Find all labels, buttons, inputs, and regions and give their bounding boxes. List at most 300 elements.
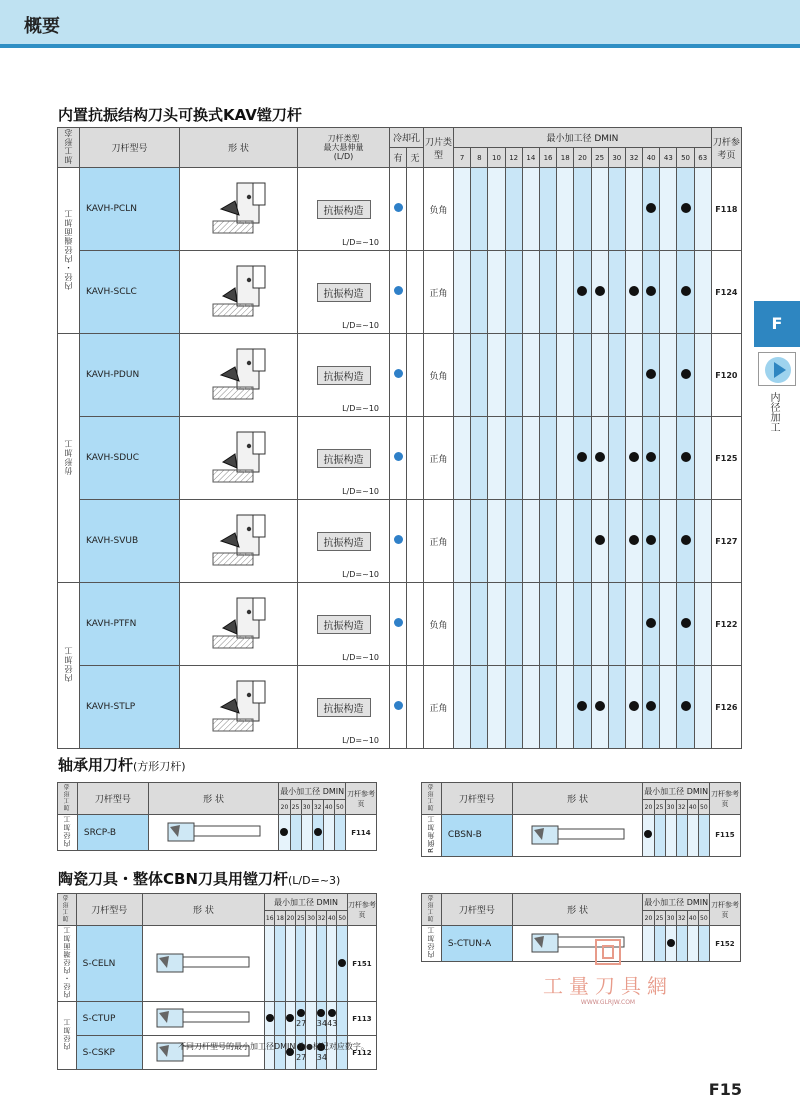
blade-type-cell: 正角 [424, 417, 454, 500]
header-ref: 刀杆参考页 [709, 783, 740, 815]
header-diameter-8: 8 [471, 148, 488, 168]
header-coolant-yes: 有 [390, 148, 407, 168]
dmin-cell-40 [327, 1002, 337, 1036]
dmin-cell-20 [574, 168, 591, 251]
method-group-label: 内径加工 [427, 926, 436, 958]
dmin-cell-20 [574, 417, 591, 500]
dmin-cell-30 [306, 926, 316, 1002]
dmin-cell-25 [296, 1002, 306, 1036]
ld-value: L/D=~10 [342, 404, 379, 413]
coolant-yes-cell [390, 334, 407, 417]
header-diameter-25: 25 [591, 148, 608, 168]
dmin-dot-icon [595, 452, 605, 462]
dmin-dot-icon [629, 535, 639, 545]
header-diameter-32: 32 [676, 911, 687, 926]
header-dmin: 最小加工径 DMIN [279, 783, 345, 800]
header-diameter-50: 50 [677, 148, 694, 168]
header-diameter-40: 40 [687, 911, 698, 926]
type-badge: 抗振构造 [317, 615, 371, 634]
dmin-dot-icon [577, 286, 587, 296]
dmin-cell-50 [677, 168, 694, 251]
dmin-number: 27 [296, 1019, 307, 1028]
method-group-label: 内径・内径端面加工 [64, 208, 73, 290]
dmin-cell-20 [574, 583, 591, 666]
header-row [422, 894, 741, 911]
coolant-yes-cell [390, 417, 407, 500]
dmin-cell-16 [539, 583, 556, 666]
header-diameter-63: 63 [694, 148, 711, 168]
method-group-label: 内径加工 [63, 815, 72, 847]
header-model: 刀杆型号 [441, 894, 512, 926]
header-diameter-20: 20 [643, 800, 654, 815]
side-tab-letter: F [754, 301, 800, 347]
page-number: F15 [708, 1080, 742, 1099]
tool-drawing-icon [209, 677, 269, 735]
dmin-dot-icon [646, 286, 656, 296]
dmin-dot-icon [646, 369, 656, 379]
dmin-cell-50 [677, 334, 694, 417]
dmin-cell-14 [522, 583, 539, 666]
header-diameter-16: 16 [539, 148, 556, 168]
type-cell [298, 334, 390, 417]
header-diameter-32: 32 [625, 148, 642, 168]
method-group-cell [422, 815, 442, 857]
header-row [58, 894, 377, 911]
dmin-dot-icon [595, 535, 605, 545]
dmin-dot-icon [577, 452, 587, 462]
dmin-cell-14 [522, 334, 539, 417]
method-group-cell [58, 815, 78, 851]
header-model: 刀杆型号 [77, 783, 148, 815]
dmin-cell-40 [643, 500, 660, 583]
header-diameter-50: 50 [698, 800, 709, 815]
ref-page-cell[interactable]: F114 [345, 815, 376, 851]
coolant-no-cell [407, 417, 424, 500]
dmin-cell-18 [557, 666, 574, 749]
header-shape: 形 状 [512, 783, 643, 815]
dmin-cell-16 [265, 926, 275, 1002]
dmin-cell-30 [608, 583, 625, 666]
dmin-dot-icon [646, 535, 656, 545]
header-diameter-30: 30 [306, 911, 316, 926]
type-cell [298, 583, 390, 666]
model-cell[interactable]: KAVH-PCLN [80, 168, 180, 251]
dmin-cell-50 [677, 583, 694, 666]
coolant-no-cell [407, 666, 424, 749]
dmin-cell-32 [625, 168, 642, 251]
dmin-cell-43 [660, 417, 677, 500]
coolant-dot-icon [394, 286, 403, 295]
dmin-cell-7 [454, 417, 471, 500]
kav-table [57, 127, 742, 749]
model-cell[interactable]: CBSN-B [441, 815, 512, 857]
dmin-cell-63 [694, 500, 711, 583]
dmin-cell-40 [643, 168, 660, 251]
watermark-logo-icon [594, 938, 622, 966]
bar-drawing-icon [153, 948, 253, 976]
header-shape: 形 状 [148, 783, 279, 815]
dmin-cell-18 [275, 926, 285, 1002]
method-group-label: 仿形加工 [64, 438, 73, 475]
dmin-cell-40 [643, 334, 660, 417]
coolant-dot-icon [394, 369, 403, 378]
header-diameter-12: 12 [505, 148, 522, 168]
dmin-cell-8 [471, 583, 488, 666]
dmin-cell-63 [694, 417, 711, 500]
shape-cell [512, 815, 643, 857]
dmin-cell-50 [677, 417, 694, 500]
model-cell[interactable]: SRCP-B [77, 815, 148, 851]
dmin-cell-32 [316, 926, 326, 1002]
type-badge: 抗振构造 [317, 449, 371, 468]
dmin-cell-50 [698, 926, 709, 962]
dmin-cell-32 [676, 815, 687, 857]
method-group-label: 内径・内径端面加工 [62, 926, 71, 998]
model-cell[interactable]: KAVH-STLP [80, 666, 180, 749]
dmin-cell-30 [608, 500, 625, 583]
type-badge: 抗振构造 [317, 698, 371, 717]
dmin-cell-10 [488, 500, 505, 583]
kav-section-title: 内置抗振结构刀头可换式KAV镗刀杆 [58, 106, 302, 124]
dmin-cell-50 [677, 500, 694, 583]
dmin-cell-43 [660, 334, 677, 417]
header-diameter-32: 32 [676, 800, 687, 815]
dmin-cell-18 [275, 1002, 285, 1036]
dmin-cell-20 [279, 815, 290, 851]
dmin-cell-30 [608, 417, 625, 500]
header-dmin: 最小加工径 DMIN [265, 894, 348, 911]
method-group-cell [58, 168, 80, 334]
dmin-cell-16 [539, 334, 556, 417]
coolant-yes-cell [390, 583, 407, 666]
model-cell[interactable]: KAVH-PTFN [80, 583, 180, 666]
model-cell[interactable]: S-CTUN-A [441, 926, 512, 962]
blade-type-cell: 负角 [424, 583, 454, 666]
coolant-no-cell [407, 334, 424, 417]
ref-page-cell[interactable]: F124 [711, 251, 741, 334]
header-diameter-14: 14 [522, 148, 539, 168]
ld-value: L/D=~10 [342, 736, 379, 745]
dmin-cell-10 [488, 334, 505, 417]
dmin-cell-30 [665, 815, 676, 857]
dmin-cell-16 [265, 1002, 275, 1036]
ref-page-cell[interactable]: F122 [711, 583, 741, 666]
dmin-cell-40 [643, 417, 660, 500]
tool-drawing-icon [209, 594, 269, 652]
table-row [58, 334, 742, 417]
dmin-dot-icon [286, 1014, 294, 1022]
dmin-cell-8 [471, 168, 488, 251]
watermark-text: 工量刀具網 [543, 974, 673, 998]
dmin-dot-icon [328, 1009, 336, 1017]
table-row [58, 1002, 377, 1036]
dmin-cell-32 [625, 500, 642, 583]
dmin-dot-icon [644, 830, 652, 838]
bar-drawing-icon [153, 1003, 253, 1031]
header-row [58, 783, 377, 800]
dmin-cell-40 [687, 926, 698, 962]
coolant-no-cell [407, 500, 424, 583]
header-shape: 形 状 [142, 894, 264, 926]
dmin-cell-40 [643, 251, 660, 334]
ref-page-cell[interactable]: F112 [347, 1036, 376, 1070]
play-icon [758, 352, 796, 386]
dmin-dot-icon [681, 535, 691, 545]
coolant-dot-icon [394, 535, 403, 544]
method-group-cell [58, 583, 80, 749]
header-diameter-40: 40 [643, 148, 660, 168]
shape-cell [180, 583, 298, 666]
dmin-cell-18 [557, 251, 574, 334]
type-badge: 抗振构造 [317, 366, 371, 385]
dmin-number: 34 [316, 1019, 327, 1028]
side-tab-label: 内径加工 [768, 392, 779, 432]
header-model: 刀杆型号 [76, 894, 142, 926]
dmin-cell-50 [337, 926, 347, 1002]
dmin-cell-30 [608, 168, 625, 251]
header-diameter-30: 30 [608, 148, 625, 168]
dmin-cell-20 [285, 926, 295, 1002]
header-diameter-20: 20 [279, 800, 290, 815]
method-group-label: 内径加工 [64, 646, 73, 682]
type-badge: 抗振构造 [317, 200, 371, 219]
dmin-dot-icon [681, 452, 691, 462]
type-badge: 抗振构造 [317, 532, 371, 551]
dmin-dot-icon [681, 618, 691, 628]
coolant-dot-icon [394, 618, 403, 627]
dmin-cell-16 [539, 666, 556, 749]
header-diameter-40: 40 [687, 800, 698, 815]
ref-page-cell[interactable]: F151 [347, 926, 376, 1002]
dmin-cell-50 [677, 666, 694, 749]
model-cell[interactable]: KAVH-PDUN [80, 334, 180, 417]
shape-cell [180, 251, 298, 334]
header-coolant-no: 无 [407, 148, 424, 168]
shape-cell [180, 168, 298, 251]
dmin-cell-50 [698, 815, 709, 857]
ld-value: L/D=~10 [342, 321, 379, 330]
dmin-cell-25 [290, 815, 301, 851]
dmin-cell-16 [539, 168, 556, 251]
dmin-cell-8 [471, 251, 488, 334]
dmin-cell-7 [454, 251, 471, 334]
shape-cell [142, 1002, 264, 1036]
shape-cell [142, 926, 264, 1002]
dmin-dot-icon [595, 286, 605, 296]
type-cell [298, 500, 390, 583]
dmin-dot-icon [280, 828, 288, 836]
header-diameter-25: 25 [654, 911, 665, 926]
dmin-cell-43 [660, 500, 677, 583]
dmin-cell-43 [660, 168, 677, 251]
coolant-dot-icon [394, 452, 403, 461]
table-row [58, 583, 742, 666]
type-badge: 抗振构造 [317, 283, 371, 302]
header-method-label: 加工形态 [63, 783, 71, 811]
dmin-number: 43 [327, 1019, 338, 1028]
ref-page-cell[interactable]: F152 [709, 926, 740, 962]
header-diameter-40: 40 [327, 911, 337, 926]
dmin-dot-icon [595, 701, 605, 711]
model-cell[interactable]: KAVH-SDUC [80, 417, 180, 500]
model-cell[interactable]: S-CELN [76, 926, 142, 1002]
footnote: 不同刀杆型号的最小加工径DMIN 为●标记对应数字。 [178, 1042, 369, 1051]
shape-cell [180, 334, 298, 417]
table-row [58, 251, 742, 334]
dmin-dot-icon [629, 701, 639, 711]
bearing-right-table [421, 782, 741, 857]
header-method-label: 加工形态 [427, 783, 435, 811]
dmin-dot-icon [681, 203, 691, 213]
dmin-cell-63 [694, 334, 711, 417]
header-coolant: 冷却孔 [390, 128, 424, 148]
ld-value: L/D=~10 [342, 238, 379, 247]
dmin-cell-43 [660, 666, 677, 749]
bearing-section-title [58, 754, 186, 775]
dmin-dot-icon [646, 618, 656, 628]
header-ref: 刀杆参考页 [711, 128, 741, 168]
dmin-cell-16 [539, 500, 556, 583]
header-shape: 形 状 [512, 894, 643, 926]
method-group-label: R倒角加工 [427, 815, 436, 853]
dmin-cell-7 [454, 666, 471, 749]
ref-page-cell[interactable]: F113 [347, 1002, 376, 1036]
type-cell [298, 168, 390, 251]
header-diameter-50: 50 [337, 911, 347, 926]
dmin-cell-12 [505, 666, 522, 749]
header-diameter-25: 25 [654, 800, 665, 815]
header-diameter-50: 50 [334, 800, 345, 815]
dmin-cell-8 [471, 417, 488, 500]
dmin-cell-63 [694, 666, 711, 749]
header-diameter-16: 16 [265, 911, 275, 926]
dmin-cell-30 [608, 666, 625, 749]
method-group-cell [58, 334, 80, 583]
method-group-label: 内径加工 [62, 1018, 71, 1050]
model-cell[interactable]: KAVH-SVUB [80, 500, 180, 583]
ceramic-section-title [58, 868, 340, 889]
dmin-dot-icon [266, 1014, 274, 1022]
dmin-cell-12 [505, 334, 522, 417]
header-diameter-40: 40 [323, 800, 334, 815]
blade-type-cell: 正角 [424, 500, 454, 583]
dmin-cell-12 [505, 168, 522, 251]
header-dmin: 最小加工径 DMIN [643, 783, 709, 800]
dmin-cell-14 [522, 168, 539, 251]
bearing-title: 轴承用刀杆 [58, 756, 134, 774]
header-diameter-20: 20 [643, 911, 654, 926]
header-dmin: 最小加工径 DMIN [454, 128, 712, 148]
table-row [58, 417, 742, 500]
dmin-cell-25 [591, 583, 608, 666]
header-diameter-43: 43 [660, 148, 677, 168]
method-group-cell [58, 926, 77, 1002]
ref-page-cell[interactable]: F115 [709, 815, 740, 857]
dmin-cell-12 [505, 500, 522, 583]
model-cell[interactable]: KAVH-SCLC [80, 251, 180, 334]
ref-page-cell[interactable]: F127 [711, 500, 741, 583]
dmin-cell-25 [591, 251, 608, 334]
ref-page-cell[interactable]: F126 [711, 666, 741, 749]
dmin-dot-icon [577, 701, 587, 711]
dmin-dot-icon [629, 452, 639, 462]
dmin-cell-40 [327, 926, 337, 1002]
header-ref: 刀杆参考页 [345, 783, 376, 815]
header-method [422, 783, 442, 815]
dmin-dot-icon [646, 203, 656, 213]
dmin-cell-14 [522, 417, 539, 500]
dmin-cell-7 [454, 583, 471, 666]
dmin-dot-icon [629, 286, 639, 296]
dmin-cell-30 [608, 334, 625, 417]
dmin-cell-63 [694, 168, 711, 251]
dmin-cell-12 [505, 251, 522, 334]
header-model: 刀杆型号 [80, 128, 180, 168]
ref-page-cell[interactable]: F125 [711, 417, 741, 500]
ref-page-cell[interactable]: F118 [711, 168, 741, 251]
dmin-dot-icon [314, 828, 322, 836]
table-row [58, 815, 377, 851]
header-row [422, 783, 741, 800]
bearing-subtitle: (方形刀杆) [133, 760, 186, 773]
method-group-cell [58, 1002, 77, 1070]
page-title: 概要 [24, 16, 60, 37]
dmin-cell-8 [471, 334, 488, 417]
model-cell[interactable]: S-CTUP [76, 1002, 142, 1036]
shape-cell [148, 815, 279, 851]
blade-type-cell: 正角 [424, 666, 454, 749]
dmin-cell-30 [608, 251, 625, 334]
header-method-label: 加工形态 [63, 894, 71, 922]
header-model: 刀杆型号 [441, 783, 512, 815]
dmin-cell-10 [488, 666, 505, 749]
dmin-cell-40 [687, 815, 698, 857]
dmin-cell-40 [643, 666, 660, 749]
coolant-yes-cell [390, 251, 407, 334]
model-cell[interactable]: S-CSKP [76, 1036, 142, 1070]
dmin-cell-25 [591, 500, 608, 583]
header-ref: 刀杆参考页 [709, 894, 740, 926]
dmin-cell-30 [306, 1002, 316, 1036]
shape-cell [180, 500, 298, 583]
dmin-cell-63 [694, 251, 711, 334]
dmin-cell-10 [488, 583, 505, 666]
blade-type-cell: 正角 [424, 251, 454, 334]
header-shape: 形 状 [180, 128, 298, 168]
dmin-cell-7 [454, 500, 471, 583]
ref-page-cell[interactable]: F120 [711, 334, 741, 417]
header-diameter-25: 25 [296, 911, 306, 926]
dmin-cell-32 [625, 417, 642, 500]
dmin-cell-10 [488, 251, 505, 334]
header-method [58, 894, 77, 926]
ld-value: L/D=~10 [342, 487, 379, 496]
watermark-url: WWW.GLRJW.COM [580, 999, 636, 1006]
dmin-cell-7 [454, 168, 471, 251]
coolant-yes-cell [390, 168, 407, 251]
dmin-cell-32 [625, 666, 642, 749]
dmin-cell-25 [591, 417, 608, 500]
dmin-cell-25 [591, 666, 608, 749]
header-diameter-32: 32 [312, 800, 323, 815]
bearing-left-table [57, 782, 377, 851]
dmin-cell-25 [654, 815, 665, 857]
ceramic-title: 陶瓷刀具・整体CBN刀具用镗刀杆 [58, 870, 288, 888]
blade-type-cell: 负角 [424, 168, 454, 251]
tool-drawing-icon [209, 262, 269, 320]
dmin-cell-20 [574, 500, 591, 583]
dmin-number: 34 [316, 1053, 327, 1062]
